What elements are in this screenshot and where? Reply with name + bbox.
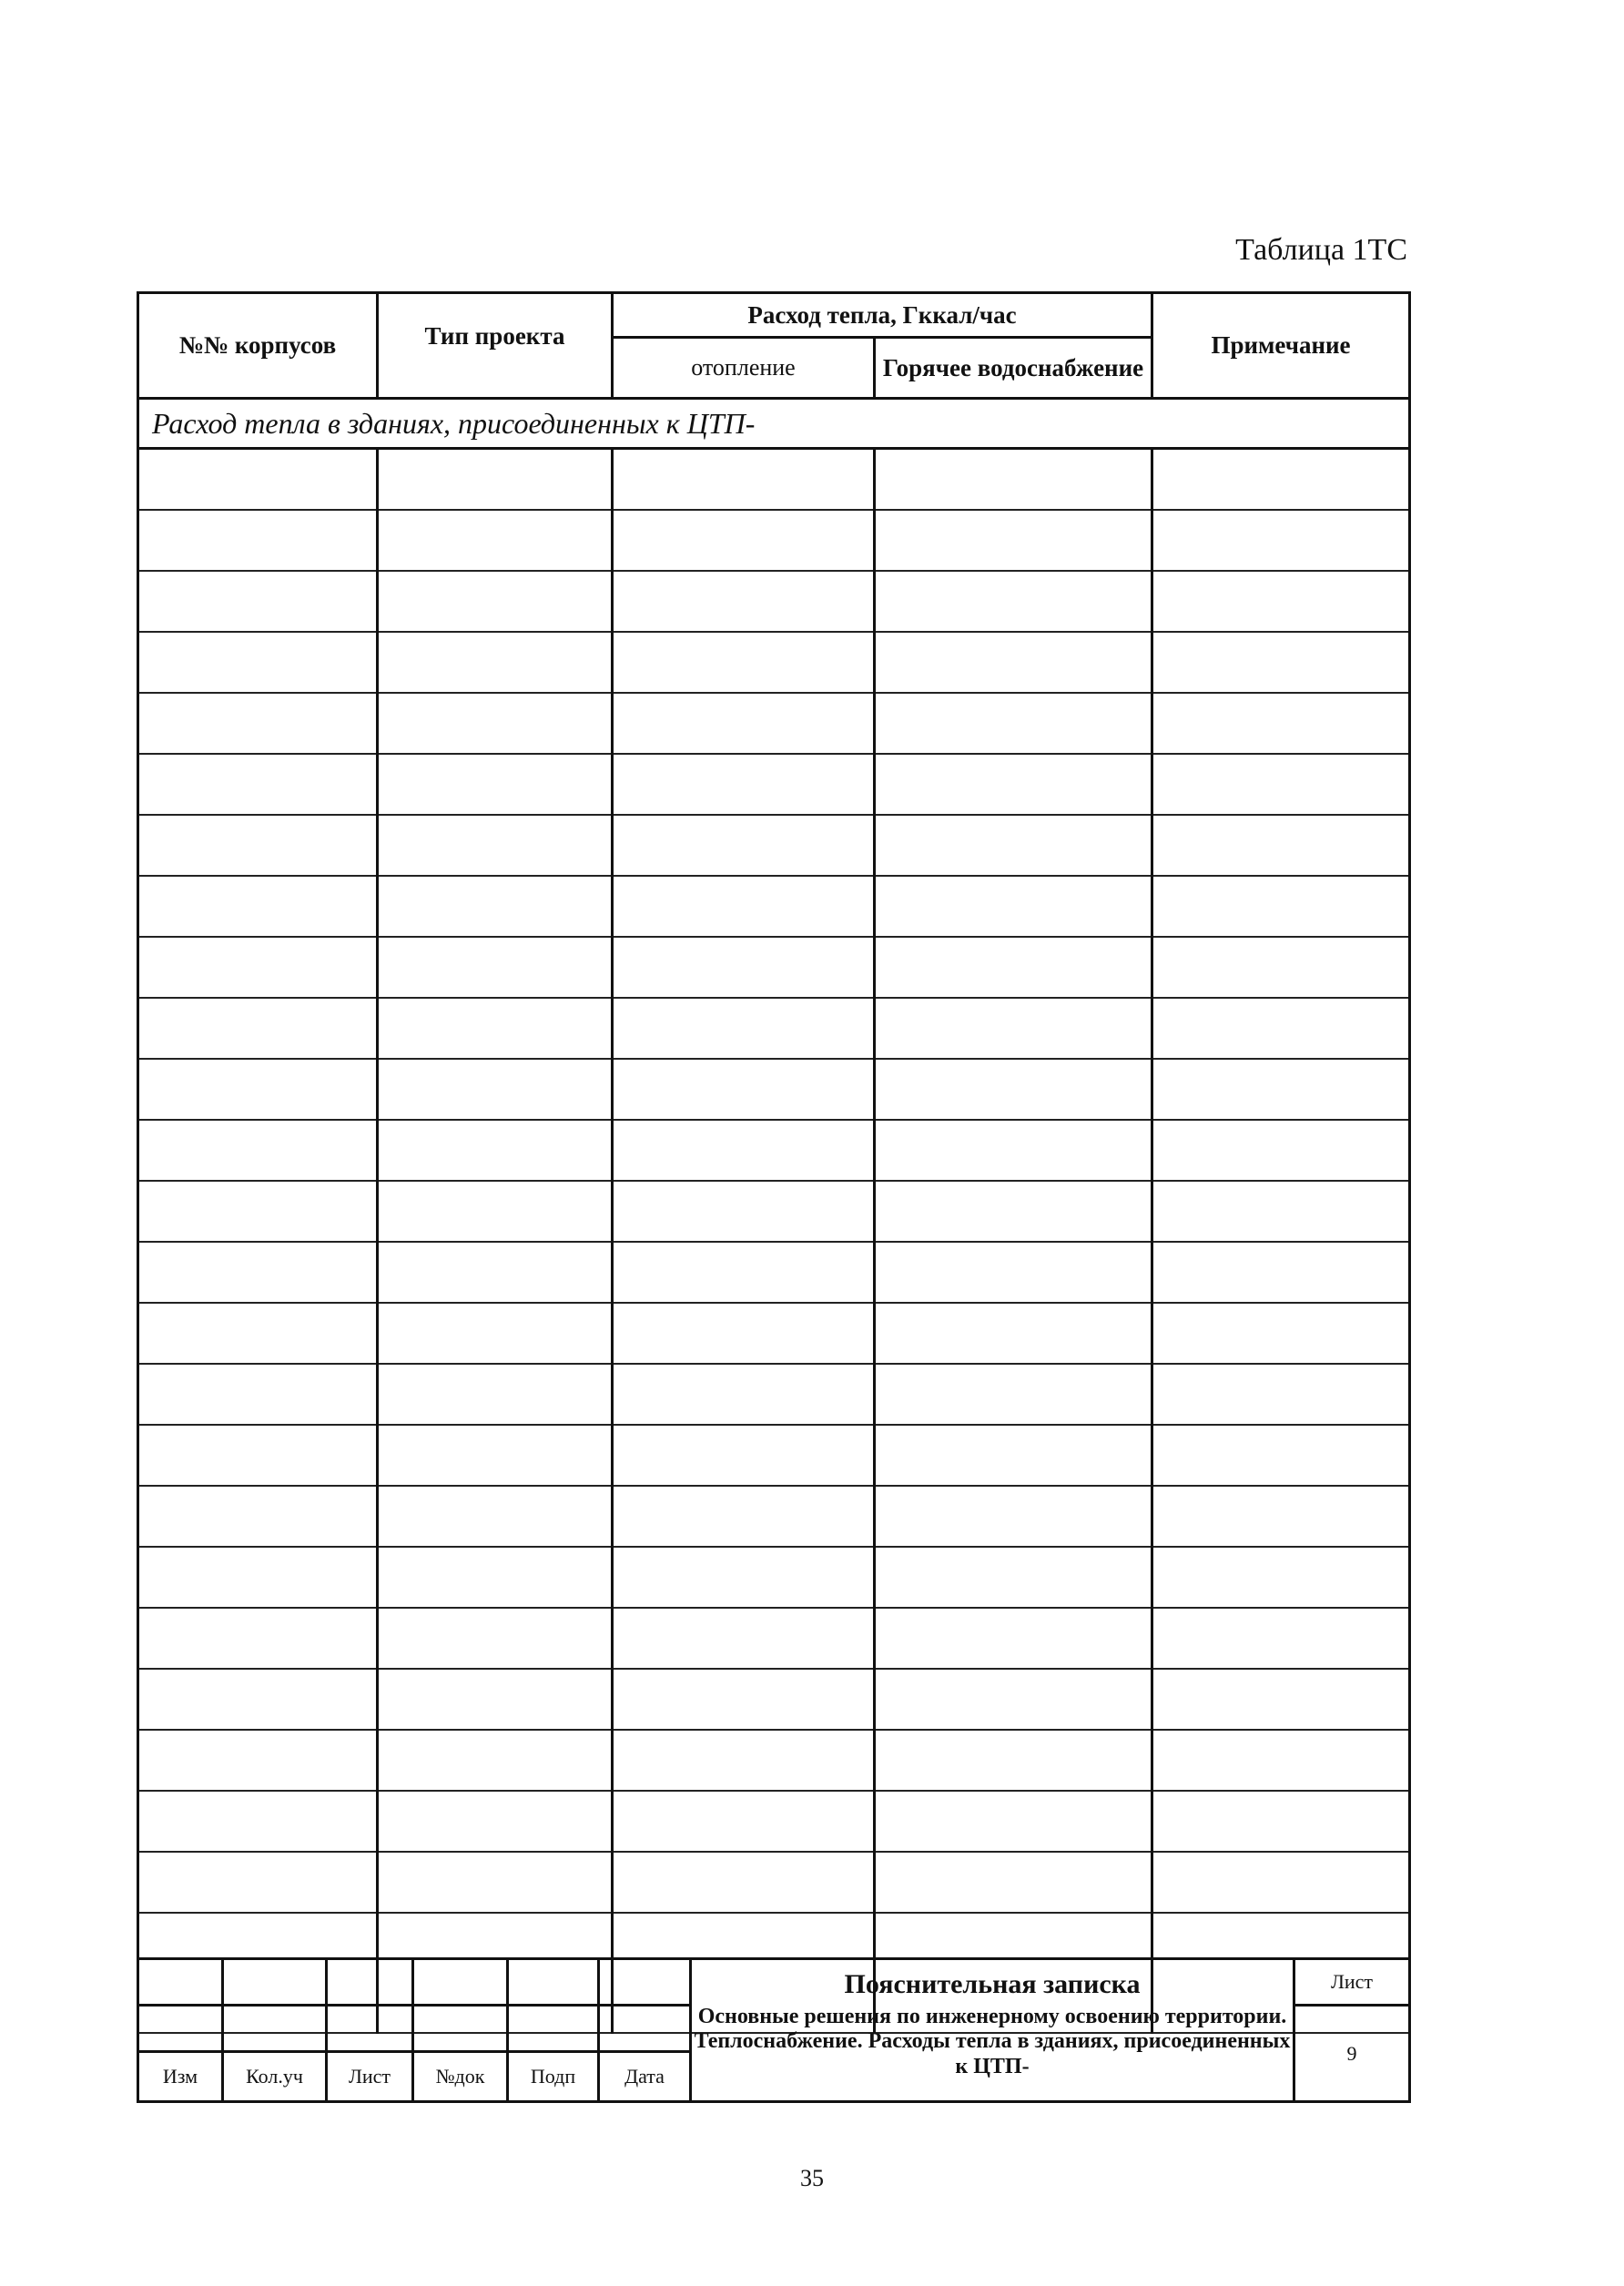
stamp-cell [413,1959,508,2006]
table-row [138,1059,1410,1120]
table-cell [613,754,875,815]
sheet-number: 9 [1294,2006,1410,2102]
stamp-cell [508,2006,599,2052]
table-cell [138,1242,378,1303]
stamp-cell [327,1959,413,2006]
table-cell [875,510,1152,571]
document-title-sub: Основные решения по инженерному освоению территории. Теплоснабжение. Расходы тепла в зданиях, присоединенных к ЦТП- [694,2004,1291,2078]
table-cell [613,1303,875,1364]
table-cell [378,876,613,937]
table-cell [613,1059,875,1120]
table-label: Таблица 1ТС [1235,233,1407,267]
table-cell [875,1669,1152,1730]
table-cell [378,815,613,876]
stamp-cell [599,2006,691,2052]
table-row [138,998,1410,1059]
table-cell [138,1059,378,1120]
table-cell [1152,1730,1410,1791]
table-cell [875,1242,1152,1303]
table-cell [378,1547,613,1608]
table-cell [613,1547,875,1608]
stamp-cell [508,1959,599,2006]
table-cell [613,1608,875,1669]
table-cell [1152,632,1410,693]
table-cell [613,632,875,693]
table-row [138,1852,1410,1913]
table-cell [613,1242,875,1303]
table-cell [1152,1547,1410,1608]
table-cell [1152,1608,1410,1669]
table-row [138,1547,1410,1608]
table-cell [138,1669,378,1730]
table-cell [1152,693,1410,754]
table-cell [613,1669,875,1730]
table-row [138,1608,1410,1669]
table-cell [875,1486,1152,1547]
table-row [138,876,1410,937]
header-notes: Примечание [1152,293,1410,399]
stamp-cell [413,2006,508,2052]
table-cell [378,1486,613,1547]
table-cell [1152,1120,1410,1181]
table-cell [875,693,1152,754]
table-cell [138,632,378,693]
table-cell [613,1425,875,1486]
table-cell [875,1303,1152,1364]
document-title [691,1959,1294,2102]
table-cell [138,1608,378,1669]
stamp-cell [327,2006,413,2052]
table-cell [138,1364,378,1425]
stamp-cell [223,1959,327,2006]
table-cell [875,1120,1152,1181]
table-cell [1152,1181,1410,1242]
stamp-cell [599,1959,691,2006]
stamp-label-change: Изм [138,2052,223,2102]
table-cell [378,1791,613,1852]
table-cell [138,815,378,876]
table-cell [875,1852,1152,1913]
stamp-cell [138,2006,223,2052]
sheet-label: Лист [1294,1959,1410,2006]
table-cell [1152,1669,1410,1730]
table-cell [138,754,378,815]
table-cell [378,632,613,693]
table-cell [875,754,1152,815]
section-title: Расход тепла в зданиях, присоединенных к ЦТП- [138,399,1410,449]
header-hot-water: Горячее водоснабжение [875,338,1152,399]
table-row [138,1303,1410,1364]
table-cell [613,1120,875,1181]
table-cell [613,693,875,754]
table-cell [875,571,1152,632]
table-cell [138,1852,378,1913]
table-cell [1152,754,1410,815]
table-cell [875,1364,1152,1425]
table-cell [613,876,875,937]
table-row [138,571,1410,632]
table-cell [875,449,1152,511]
table-cell [1152,1059,1410,1120]
table-cell [378,1303,613,1364]
table-cell [378,1669,613,1730]
table-cell [138,571,378,632]
table-cell [875,1181,1152,1242]
table-cell [1152,1791,1410,1852]
table-cell [613,510,875,571]
table-cell [613,449,875,511]
table-cell [378,1059,613,1120]
table-cell [1152,998,1410,1059]
table-cell [378,1181,613,1242]
table-cell [1152,571,1410,632]
header-heat-consumption: Расход тепла, Гккал/час [613,293,1152,338]
table-cell [613,937,875,998]
table-cell [875,632,1152,693]
table-cell [1152,510,1410,571]
table-row [138,1242,1410,1303]
table-cell [378,1608,613,1669]
table-cell [378,449,613,511]
stamp-cell [223,2006,327,2052]
stamp-cell [138,1959,223,2006]
table-row [138,693,1410,754]
stamp-label-signature: Подп [508,2052,599,2102]
table-cell [875,1730,1152,1791]
table-cell [378,693,613,754]
table-cell [1152,1303,1410,1364]
stamp-label-sheet: Лист [327,2052,413,2102]
table-cell [138,510,378,571]
table-cell [875,1425,1152,1486]
table-row [138,449,1410,511]
table-row [138,1120,1410,1181]
table-cell [875,937,1152,998]
table-cell [378,1852,613,1913]
table-cell [138,449,378,511]
table-cell [378,1364,613,1425]
table-row [138,632,1410,693]
stamp-label-count: Кол.уч [223,2052,327,2102]
table-cell [1152,1486,1410,1547]
table-cell [613,1730,875,1791]
table-cell [378,1120,613,1181]
table-cell [138,693,378,754]
table-cell [1152,815,1410,876]
header-heating: отопление [613,338,875,399]
table-row [138,754,1410,815]
table-cell [378,754,613,815]
table-cell [1152,1242,1410,1303]
table-cell [613,1364,875,1425]
header-project-type: Тип проекта [378,293,613,399]
table-cell [875,1059,1152,1120]
title-block [137,1957,1411,2103]
table-cell [613,571,875,632]
table-cell [138,1425,378,1486]
table-row [138,937,1410,998]
table-cell [378,937,613,998]
table-row [138,1425,1410,1486]
table-cell [138,1547,378,1608]
table-cell [613,998,875,1059]
table-cell [875,998,1152,1059]
table-cell [1152,876,1410,937]
table-cell [378,510,613,571]
document-title-main: Пояснительная записка [844,1969,1141,1999]
table-cell [613,815,875,876]
table-row [138,1791,1410,1852]
table-cell [138,998,378,1059]
table-cell [1152,937,1410,998]
stamp-label-date: Дата [599,2052,691,2102]
table-row [138,815,1410,876]
table-cell [378,1730,613,1791]
table-cell [138,937,378,998]
table-cell [875,1547,1152,1608]
table-cell [138,876,378,937]
table-row [138,1364,1410,1425]
heat-consumption-table [137,291,1411,2034]
table-cell [613,1791,875,1852]
table-row [138,1181,1410,1242]
table-cell [1152,449,1410,511]
table-cell [1152,1364,1410,1425]
table-cell [875,876,1152,937]
table-cell [613,1486,875,1547]
table-cell [138,1303,378,1364]
table-cell [875,1608,1152,1669]
table-cell [138,1120,378,1181]
table-row [138,1486,1410,1547]
table-cell [138,1486,378,1547]
table-cell [875,1791,1152,1852]
table-cell [378,998,613,1059]
table-cell [875,815,1152,876]
table-row [138,1669,1410,1730]
table-cell [613,1852,875,1913]
table-cell [378,1242,613,1303]
stamp-label-doc-no: №док [413,2052,508,2102]
table-cell [378,1425,613,1486]
table-cell [138,1730,378,1791]
table-cell [1152,1425,1410,1486]
table-cell [613,1181,875,1242]
table-row [138,1730,1410,1791]
table-cell [1152,1852,1410,1913]
table-cell [378,571,613,632]
page-number: 35 [800,2165,824,2191]
table-cell [138,1791,378,1852]
table-cell [138,1181,378,1242]
header-buildings: №№ корпусов [138,293,378,399]
table-row [138,510,1410,571]
